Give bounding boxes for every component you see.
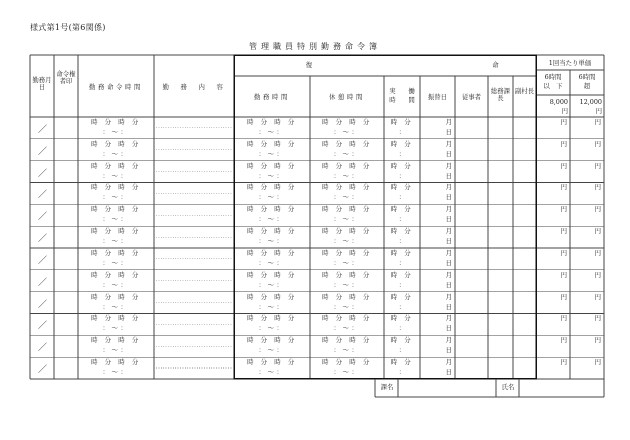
work-time-hm: 時 分 時 分: [247, 248, 297, 257]
sub-day: 日: [445, 193, 452, 202]
amount-12000: 12,000: [579, 98, 602, 106]
break-time-colons: ：～：: [333, 324, 361, 333]
work-time-hm: 時 分 時 分: [247, 183, 297, 192]
actual-colon: ：: [398, 193, 406, 202]
break-time-colons: ：～：: [333, 258, 361, 267]
work-time-hm: 時 分 時 分: [247, 314, 297, 323]
header-order-time: 勤務命令時間: [89, 83, 143, 91]
order-time-hm: 時 分 時 分: [91, 336, 141, 345]
break-time-colons: ：～：: [333, 237, 361, 246]
header-work-time: 勤務時間: [254, 93, 290, 101]
work-time-colons: ：～：: [258, 237, 286, 246]
form-number: 様式第1号(第6関係): [30, 23, 106, 32]
date-slash: ／: [38, 212, 48, 223]
order-time-colons: ：～：: [102, 346, 130, 355]
footer-section-label: 課名: [380, 383, 394, 391]
order-time-colons: ：～：: [102, 149, 130, 158]
order-time-colons: ：～：: [102, 237, 130, 246]
order-time-hm: 時 分 時 分: [91, 139, 141, 148]
actual-colon: ：: [398, 149, 406, 158]
sub-day: 日: [445, 368, 452, 377]
sub-month: 月: [445, 183, 452, 192]
actual-colon: ：: [398, 171, 406, 180]
break-time-colons: ：～：: [333, 302, 361, 311]
work-time-colons: ：～：: [258, 324, 286, 333]
work-time-hm: 時 分 時 分: [247, 292, 297, 301]
order-time-colons: ：～：: [102, 171, 130, 180]
break-time-colons: ：～：: [333, 346, 361, 355]
break-time-hm: 時 分 時 分: [322, 205, 372, 214]
actual-hm: 時 分: [390, 270, 414, 279]
actual-colon: ：: [398, 324, 406, 333]
actual-hm: 時 分: [390, 118, 414, 126]
actual-colon: ：: [398, 258, 406, 267]
work-time-hm: 時 分 時 分: [247, 118, 297, 126]
header-under6-2: 以 下: [543, 82, 563, 90]
sub-day: 日: [445, 171, 452, 180]
break-time-hm: 時 分 時 分: [322, 358, 372, 367]
break-time-colons: ：～：: [333, 193, 361, 202]
under6-yen: 円: [560, 248, 567, 257]
work-time-hm: 時 分 時 分: [247, 139, 297, 148]
header-restoration-left: 復: [305, 61, 313, 69]
header-authorizer: 命令権者印: [56, 70, 76, 85]
actual-hm: 時 分: [390, 205, 414, 214]
break-time-hm: 時 分 時 分: [322, 292, 372, 301]
order-time-hm: 時 分 時 分: [91, 248, 141, 257]
actual-colon: ：: [398, 128, 406, 136]
date-slash: ／: [38, 190, 48, 201]
sub-day: 日: [445, 346, 452, 355]
actual-hm: 時 分: [390, 161, 414, 170]
order-time-hm: 時 分 時 分: [91, 205, 141, 214]
sub-day: 日: [445, 128, 452, 136]
break-time-colons: ：～：: [333, 149, 361, 158]
header-duty-content: 勤 務 内 容: [162, 83, 226, 91]
sub-month: 月: [445, 139, 452, 148]
actual-hm: 時 分: [390, 248, 414, 257]
sub-month: 月: [445, 270, 452, 279]
order-time-colons: ：～：: [102, 128, 130, 136]
header-actual: 実 働: [389, 87, 415, 95]
date-slash: ／: [38, 234, 48, 245]
sub-day: 日: [445, 215, 452, 224]
over6-yen: 円: [594, 292, 601, 301]
sub-day: 日: [445, 302, 452, 311]
sub-month: 月: [445, 248, 452, 257]
under6-yen: 円: [560, 139, 567, 148]
break-time-hm: 時 分 時 分: [322, 183, 372, 192]
actual-colon: ：: [398, 302, 406, 311]
work-time-colons: ：～：: [258, 193, 286, 202]
sub-day: 日: [445, 324, 452, 333]
sub-month: 月: [445, 314, 452, 323]
date-slash: ／: [38, 321, 48, 332]
break-time-colons: ：～：: [333, 368, 361, 377]
under6-yen: 円: [560, 227, 567, 236]
order-time-hm: 時 分 時 分: [91, 118, 141, 126]
actual-hm: 時 分: [390, 292, 414, 301]
form-title: 管理職員特別勤務命令簿: [249, 42, 381, 51]
actual-hm: 時 分: [390, 183, 414, 192]
break-time-hm: 時 分 時 分: [322, 161, 372, 170]
header-over6-1: 6時間: [578, 73, 596, 81]
header-under6-1: 6時間: [544, 73, 562, 81]
under6-yen: 円: [560, 292, 567, 301]
order-time-hm: 時 分 時 分: [91, 161, 141, 170]
under6-yen: 円: [560, 118, 567, 126]
amount-yen-1: 円: [561, 107, 568, 115]
work-time-hm: 時 分 時 分: [247, 358, 297, 367]
date-slash: ／: [38, 299, 48, 310]
date-slash: ／: [38, 146, 48, 157]
actual-colon: ：: [398, 237, 406, 246]
header-substitute-day: 振替日: [427, 93, 448, 101]
break-time-colons: ：～：: [333, 215, 361, 224]
actual-hm: 時 分: [390, 336, 414, 345]
under6-yen: 円: [560, 205, 567, 214]
over6-yen: 円: [594, 336, 601, 345]
sub-month: 月: [445, 118, 452, 126]
over6-yen: 円: [594, 205, 601, 214]
under6-yen: 円: [560, 183, 567, 192]
order-time-colons: ：～：: [102, 280, 130, 289]
date-slash: ／: [38, 125, 48, 135]
order-time-colons: ：～：: [102, 368, 130, 377]
amount-8000: 8,000: [549, 98, 568, 106]
break-time-hm: 時 分 時 分: [322, 227, 372, 236]
sub-month: 月: [445, 161, 452, 170]
header-break-time: 休憩時間: [329, 93, 365, 101]
over6-yen: 円: [594, 183, 601, 192]
footer-name-label: 氏名: [501, 383, 515, 391]
sub-day: 日: [445, 280, 452, 289]
actual-hm: 時 分: [390, 314, 414, 323]
over6-yen: 円: [594, 227, 601, 236]
header-unit-price: 1回当たり単価: [548, 59, 592, 67]
date-slash: ／: [38, 168, 48, 179]
order-time-hm: 時 分 時 分: [91, 314, 141, 323]
break-time-hm: 時 分 時 分: [322, 248, 372, 257]
break-time-colons: ：～：: [333, 128, 361, 136]
actual-hm: 時 分: [390, 227, 414, 236]
actual-colon: ：: [398, 280, 406, 289]
order-time-colons: ：～：: [102, 193, 130, 202]
under6-yen: 円: [560, 314, 567, 323]
under6-yen: 円: [560, 270, 567, 279]
over6-yen: 円: [594, 358, 601, 367]
actual-colon: ：: [398, 346, 406, 355]
order-time-colons: ：～：: [102, 324, 130, 333]
break-time-colons: ：～：: [333, 171, 361, 180]
work-time-colons: ：～：: [258, 346, 286, 355]
work-time-colons: ：～：: [258, 280, 286, 289]
order-time-colons: ：～：: [102, 215, 130, 224]
work-time-hm: 時 分 時 分: [247, 336, 297, 345]
work-time-colons: ：～：: [258, 215, 286, 224]
header-worker: 従事者: [461, 93, 482, 101]
break-time-hm: 時 分 時 分: [322, 118, 372, 126]
sub-day: 日: [445, 149, 452, 158]
header-over6-2: 超: [583, 82, 591, 90]
work-time-hm: 時 分 時 分: [247, 227, 297, 236]
date-slash: ／: [38, 277, 48, 288]
header-actual-hours: 時 間: [389, 96, 415, 104]
over6-yen: 円: [594, 248, 601, 257]
sub-day: 日: [445, 258, 452, 267]
work-time-colons: ：～：: [258, 128, 286, 136]
over6-yen: 円: [594, 270, 601, 279]
over6-yen: 円: [594, 118, 601, 126]
sub-month: 月: [445, 205, 452, 214]
break-time-hm: 時 分 時 分: [322, 270, 372, 279]
work-time-colons: ：～：: [258, 368, 286, 377]
work-time-hm: 時 分 時 分: [247, 161, 297, 170]
actual-hm: 時 分: [390, 358, 414, 367]
under6-yen: 円: [560, 358, 567, 367]
sub-month: 月: [445, 227, 452, 236]
sub-month: 月: [445, 336, 452, 345]
order-time-hm: 時 分 時 分: [91, 292, 141, 301]
header-date: 勤務月日: [32, 76, 52, 91]
order-time-colons: ：～：: [102, 258, 130, 267]
under6-yen: 円: [560, 161, 567, 170]
order-time-hm: 時 分 時 分: [91, 227, 141, 236]
order-time-hm: 時 分 時 分: [91, 270, 141, 279]
header-deputy-mayor: 副村長: [514, 87, 535, 95]
break-time-hm: 時 分 時 分: [322, 336, 372, 345]
work-time-colons: ：～：: [258, 302, 286, 311]
order-time-hm: 時 分 時 分: [91, 358, 141, 367]
sub-month: 月: [445, 358, 452, 367]
order-time-hm: 時 分 時 分: [91, 183, 141, 192]
date-slash: ／: [38, 343, 48, 354]
header-general-manager: 総務課長: [490, 87, 511, 102]
actual-hm: 時 分: [390, 139, 414, 148]
work-time-colons: ：～：: [258, 258, 286, 267]
over6-yen: 円: [594, 161, 601, 170]
date-slash: ／: [38, 365, 48, 376]
over6-yen: 円: [594, 139, 601, 148]
sub-month: 月: [445, 292, 452, 301]
sub-day: 日: [445, 237, 452, 246]
break-time-hm: 時 分 時 分: [322, 139, 372, 148]
amount-yen-2: 円: [595, 107, 602, 115]
date-slash: ／: [38, 255, 48, 266]
work-time-hm: 時 分 時 分: [247, 205, 297, 214]
over6-yen: 円: [594, 314, 601, 323]
work-time-hm: 時 分 時 分: [247, 270, 297, 279]
under6-yen: 円: [560, 336, 567, 345]
work-time-colons: ：～：: [258, 149, 286, 158]
header-restoration-right: 命: [492, 61, 499, 69]
work-time-colons: ：～：: [258, 171, 286, 180]
break-time-hm: 時 分 時 分: [322, 314, 372, 323]
break-time-colons: ：～：: [333, 280, 361, 289]
order-time-colons: ：～：: [102, 302, 130, 311]
actual-colon: ：: [398, 368, 406, 377]
actual-colon: ：: [398, 215, 406, 224]
